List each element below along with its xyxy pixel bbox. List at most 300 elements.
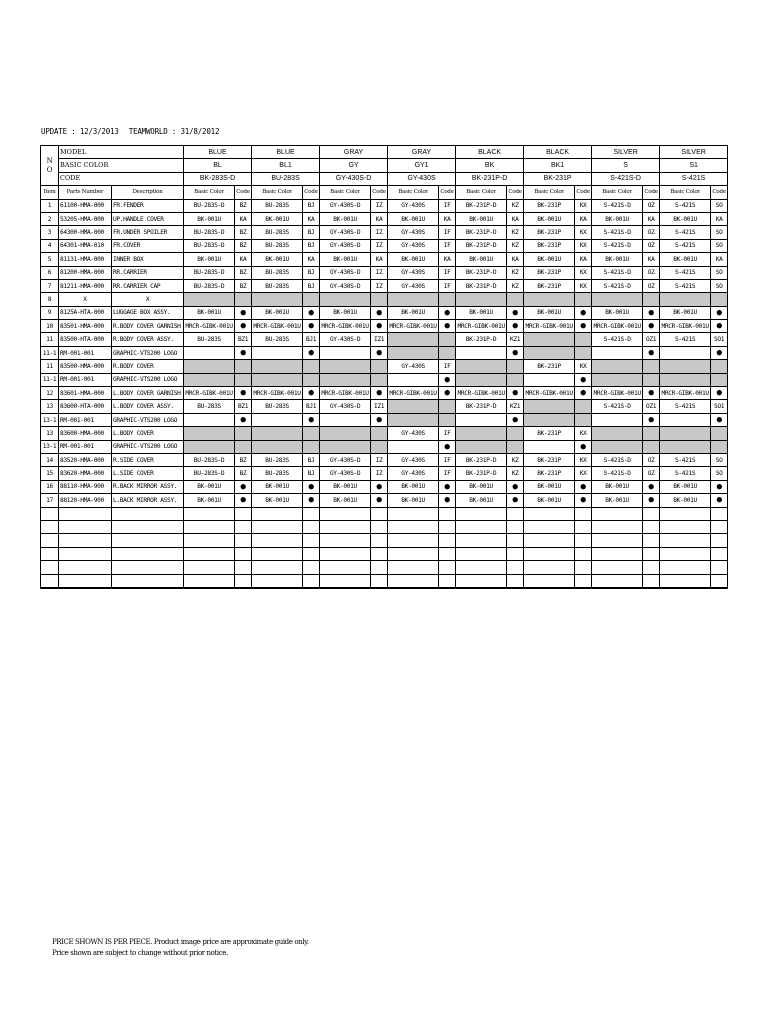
- empty-cell: [388, 547, 439, 560]
- included-dot: ●: [235, 346, 252, 359]
- empty-cell: [371, 561, 388, 574]
- color-code-cell: BZ: [235, 199, 252, 212]
- basic-color-cell: [592, 413, 643, 426]
- color-code-cell: [507, 293, 524, 306]
- part-number: 83601-HMA-000: [59, 387, 112, 400]
- basic-color-cell: S-421S: [660, 333, 711, 346]
- part-number: RM-001-001: [59, 413, 112, 426]
- included-dot: ●: [371, 306, 388, 319]
- basic-color-cell: BK-001U: [592, 494, 643, 507]
- color-code-cell: BJ: [303, 279, 320, 292]
- empty-cell: [371, 520, 388, 533]
- basic-color-cell: BU-283S-D: [184, 279, 235, 292]
- row-label-basic_color: BASIC COLOR: [59, 159, 184, 172]
- color-code-cell: OZ: [643, 239, 660, 252]
- group-model: BLACK: [456, 146, 524, 159]
- empty-row: [41, 534, 728, 547]
- basic-color-cell: BU-283S: [252, 239, 303, 252]
- color-code-cell: IF: [439, 266, 456, 279]
- included-dot: ●: [439, 373, 456, 386]
- basic-color-cell: BU-283S: [252, 266, 303, 279]
- description: L.BACK MIRROR ASSY.: [112, 494, 184, 507]
- empty-cell: [320, 507, 371, 520]
- basic-color-cell: S-421S: [660, 266, 711, 279]
- basic-color-cell: [592, 360, 643, 373]
- basic-color-cell: BK-001U: [660, 480, 711, 493]
- included-dot: ●: [439, 320, 456, 333]
- color-code-cell: KX: [575, 427, 592, 440]
- basic-color-cell: BK-001U: [660, 306, 711, 319]
- color-code-cell: KX: [575, 453, 592, 466]
- empty-cell: [575, 547, 592, 560]
- empty-cell: [439, 520, 456, 533]
- basic-color-cell: BK-001U: [388, 253, 439, 266]
- part-number: 83500-HTA-000: [59, 333, 112, 346]
- color-code-cell: KA: [371, 253, 388, 266]
- table-row: [41, 373, 728, 386]
- color-code-cell: KX: [575, 279, 592, 292]
- color-code-cell: KA: [303, 212, 320, 225]
- item-number: 16: [41, 480, 59, 493]
- color-code-cell: OZ: [643, 279, 660, 292]
- empty-cell: [303, 547, 320, 560]
- color-code-cell: [371, 360, 388, 373]
- basic-color-cell: [320, 373, 371, 386]
- included-dot: ●: [643, 346, 660, 359]
- empty-cell: [184, 547, 235, 560]
- color-code-cell: IF: [439, 279, 456, 292]
- basic-color-cell: S-421S-D: [592, 226, 643, 239]
- included-dot: ●: [711, 346, 728, 359]
- part-number: 88120-HMA-900: [59, 494, 112, 507]
- empty-cell: [59, 520, 112, 533]
- basic-color-cell: [388, 333, 439, 346]
- basic-color-cell: S-421S-D: [592, 453, 643, 466]
- color-code-cell: KA: [643, 253, 660, 266]
- description: L.BODY COVER ASSY.: [112, 400, 184, 413]
- col-header-item: Item: [41, 186, 59, 199]
- item-number: 2: [41, 212, 59, 225]
- empty-cell: [439, 507, 456, 520]
- empty-cell: [184, 534, 235, 547]
- included-dot: ●: [371, 413, 388, 426]
- col-header-basic-color: Basic Color: [660, 186, 711, 199]
- color-code-cell: [575, 333, 592, 346]
- color-code-cell: [643, 427, 660, 440]
- color-code-cell: KA: [439, 253, 456, 266]
- table-row: [41, 453, 728, 466]
- color-code-cell: BJ: [303, 453, 320, 466]
- group-code: BK-283S-D: [184, 172, 252, 185]
- part-number: 83500-HMA-000: [59, 360, 112, 373]
- color-code-cell: KX: [575, 467, 592, 480]
- basic-color-cell: BK-231P-D: [456, 400, 507, 413]
- empty-cell: [643, 507, 660, 520]
- group-basic: BL1: [252, 159, 320, 172]
- empty-cell: [59, 547, 112, 560]
- description: GRAPHIC-VTS200 LOGO: [112, 373, 184, 386]
- empty-cell: [320, 561, 371, 574]
- empty-cell: [643, 574, 660, 588]
- basic-color-cell: BK-001U: [320, 212, 371, 225]
- item-number: 11: [41, 360, 59, 373]
- basic-color-cell: BK-001U: [592, 306, 643, 319]
- empty-cell: [252, 561, 303, 574]
- color-code-cell: [643, 293, 660, 306]
- color-code-cell: OZ: [643, 226, 660, 239]
- no-label-n: N: [46, 156, 53, 165]
- description: L.BODY COVER GARNISH: [112, 387, 184, 400]
- basic-color-cell: BK-001U: [320, 253, 371, 266]
- color-code-cell: BJ: [303, 239, 320, 252]
- included-dot: ●: [711, 494, 728, 507]
- basic-color-cell: [456, 346, 507, 359]
- color-code-cell: IZ: [371, 453, 388, 466]
- group-basic: BK: [456, 159, 524, 172]
- color-code-cell: BZ: [235, 226, 252, 239]
- basic-color-cell: MRCR-GIBK-001U: [184, 387, 235, 400]
- included-dot: ●: [575, 320, 592, 333]
- empty-cell: [184, 574, 235, 588]
- color-code-cell: SO: [711, 239, 728, 252]
- basic-color-cell: BU-283S: [252, 199, 303, 212]
- col-header-basic-color: Basic Color: [184, 186, 235, 199]
- basic-color-cell: MRCR-GIBK-001U: [252, 320, 303, 333]
- col-header-code: Code: [371, 186, 388, 199]
- basic-color-cell: MRCR-GIBK-001U: [524, 387, 575, 400]
- description: UP.HANDLE COVER: [112, 212, 184, 225]
- basic-color-cell: BK-231P: [524, 266, 575, 279]
- color-code-cell: [643, 360, 660, 373]
- basic-color-cell: [660, 293, 711, 306]
- basic-color-cell: [524, 373, 575, 386]
- color-code-cell: KZ: [507, 266, 524, 279]
- empty-cell: [320, 547, 371, 560]
- basic-color-cell: BK-231P-D: [456, 239, 507, 252]
- item-number: 14: [41, 453, 59, 466]
- col-header-parts-number: Parts Number: [59, 186, 112, 199]
- group-basic: S: [592, 159, 660, 172]
- color-code-cell: SO1: [711, 333, 728, 346]
- table-row: [41, 346, 728, 359]
- basic-color-cell: [184, 346, 235, 359]
- basic-color-cell: GY-430S-D: [320, 453, 371, 466]
- description: FR.COVER: [112, 239, 184, 252]
- item-number: 4: [41, 239, 59, 252]
- included-dot: ●: [439, 494, 456, 507]
- basic-color-cell: BK-001U: [252, 480, 303, 493]
- basic-color-cell: MRCR-GIBK-001U: [456, 320, 507, 333]
- description: FR.FENDER: [112, 199, 184, 212]
- group-model: BLACK: [524, 146, 592, 159]
- included-dot: ●: [575, 440, 592, 453]
- color-code-cell: OZ1: [643, 333, 660, 346]
- basic-color-cell: BK-001U: [320, 306, 371, 319]
- included-dot: ●: [507, 320, 524, 333]
- empty-cell: [303, 561, 320, 574]
- basic-color-cell: BK-231P: [524, 427, 575, 440]
- empty-cell: [388, 574, 439, 588]
- color-code-cell: IF: [439, 239, 456, 252]
- color-code-cell: [439, 293, 456, 306]
- color-code-cell: KZ: [507, 453, 524, 466]
- included-dot: ●: [439, 306, 456, 319]
- basic-color-cell: BK-001U: [184, 253, 235, 266]
- color-code-cell: [235, 373, 252, 386]
- empty-cell: [575, 561, 592, 574]
- empty-cell: [112, 574, 184, 588]
- color-code-cell: [439, 413, 456, 426]
- header-row-basic_color: [41, 159, 728, 172]
- col-header-code: Code: [235, 186, 252, 199]
- empty-cell: [303, 507, 320, 520]
- table-row: [41, 320, 728, 333]
- basic-color-cell: [320, 427, 371, 440]
- part-number: 88110-HMA-900: [59, 480, 112, 493]
- item-number: 11-1: [41, 346, 59, 359]
- basic-color-cell: [456, 373, 507, 386]
- basic-color-cell: BK-001U: [456, 494, 507, 507]
- item-number: 3: [41, 226, 59, 239]
- col-header-basic-color: Basic Color: [524, 186, 575, 199]
- basic-color-cell: BU-283S-D: [184, 199, 235, 212]
- included-dot: ●: [575, 494, 592, 507]
- empty-cell: [439, 561, 456, 574]
- group-code: BK-231P-D: [456, 172, 524, 185]
- basic-color-cell: [388, 413, 439, 426]
- basic-color-cell: [388, 293, 439, 306]
- item-number: 12: [41, 387, 59, 400]
- item-number: 13-1: [41, 413, 59, 426]
- color-code-cell: IF: [439, 199, 456, 212]
- item-number: 11: [41, 333, 59, 346]
- included-dot: ●: [303, 306, 320, 319]
- description: R.BACK MIRROR ASSY.: [112, 480, 184, 493]
- col-header-code: Code: [439, 186, 456, 199]
- description: LUGGAGE BOX ASSY.: [112, 306, 184, 319]
- basic-color-cell: GY-430S: [388, 226, 439, 239]
- included-dot: ●: [235, 413, 252, 426]
- empty-cell: [507, 534, 524, 547]
- group-code: S-421S: [660, 172, 728, 185]
- color-code-cell: [303, 427, 320, 440]
- col-header-basic-color: Basic Color: [388, 186, 439, 199]
- basic-color-cell: [524, 440, 575, 453]
- basic-color-cell: MRCR-GIBK-001U: [456, 387, 507, 400]
- color-code-cell: IF: [439, 360, 456, 373]
- empty-cell: [252, 574, 303, 588]
- basic-color-cell: BK-231P-D: [456, 226, 507, 239]
- color-code-cell: KX: [575, 199, 592, 212]
- basic-color-cell: S-421S-D: [592, 239, 643, 252]
- basic-color-cell: GY-430S: [388, 199, 439, 212]
- description: FR.UNDER SPOILER: [112, 226, 184, 239]
- basic-color-cell: [320, 440, 371, 453]
- color-code-cell: IZ: [371, 199, 388, 212]
- item-number: 9: [41, 306, 59, 319]
- empty-cell: [439, 534, 456, 547]
- empty-cell: [592, 520, 643, 533]
- group-code: BK-231P: [524, 172, 592, 185]
- basic-color-cell: S-421S-D: [592, 333, 643, 346]
- empty-cell: [507, 520, 524, 533]
- empty-cell: [59, 561, 112, 574]
- empty-row: [41, 574, 728, 588]
- table-row: [41, 427, 728, 440]
- empty-cell: [59, 574, 112, 588]
- basic-color-cell: S-421S: [660, 226, 711, 239]
- empty-cell: [235, 507, 252, 520]
- empty-cell: [320, 534, 371, 547]
- color-code-cell: [371, 427, 388, 440]
- footer-line-2: Price shown are subject to change without prior notice.: [52, 949, 228, 957]
- basic-color-cell: BU-283S: [252, 400, 303, 413]
- empty-cell: [524, 507, 575, 520]
- empty-cell: [112, 520, 184, 533]
- basic-color-cell: BK-001U: [524, 480, 575, 493]
- basic-color-cell: BK-231P: [524, 453, 575, 466]
- empty-cell: [303, 534, 320, 547]
- empty-cell: [524, 561, 575, 574]
- color-code-cell: OZ1: [643, 400, 660, 413]
- color-code-cell: [439, 346, 456, 359]
- group-basic: BK1: [524, 159, 592, 172]
- color-code-cell: [507, 373, 524, 386]
- color-code-cell: BJ: [303, 226, 320, 239]
- color-code-cell: [439, 400, 456, 413]
- included-dot: ●: [575, 387, 592, 400]
- empty-cell: [41, 520, 59, 533]
- empty-cell: [252, 534, 303, 547]
- col-header-basic-color: Basic Color: [456, 186, 507, 199]
- basic-color-cell: [524, 293, 575, 306]
- empty-cell: [507, 507, 524, 520]
- empty-cell: [711, 561, 728, 574]
- empty-cell: [371, 547, 388, 560]
- basic-color-cell: [660, 413, 711, 426]
- basic-color-cell: BK-001U: [456, 253, 507, 266]
- basic-color-cell: MRCR-GIBK-001U: [388, 387, 439, 400]
- empty-cell: [59, 507, 112, 520]
- color-code-cell: [711, 440, 728, 453]
- included-dot: ●: [507, 494, 524, 507]
- basic-color-cell: BK-001U: [252, 494, 303, 507]
- empty-cell: [303, 520, 320, 533]
- included-dot: ●: [303, 494, 320, 507]
- group-model: SILVER: [592, 146, 660, 159]
- part-number: 83501-HMA-000: [59, 320, 112, 333]
- empty-cell: [320, 574, 371, 588]
- description: RR.CARRIER CAP: [112, 279, 184, 292]
- basic-color-cell: MRCR-GIBK-001U: [320, 320, 371, 333]
- empty-cell: [371, 574, 388, 588]
- part-number: 61100-HMA-000: [59, 199, 112, 212]
- table-row: [41, 494, 728, 507]
- basic-color-cell: S-421S-D: [592, 266, 643, 279]
- table-row: [41, 306, 728, 319]
- basic-color-cell: MRCR-GIBK-001U: [592, 320, 643, 333]
- basic-color-cell: [456, 440, 507, 453]
- empty-cell: [643, 561, 660, 574]
- empty-cell: [660, 520, 711, 533]
- color-code-cell: SO: [711, 226, 728, 239]
- group-model: GRAY: [320, 146, 388, 159]
- empty-cell: [643, 547, 660, 560]
- color-code-cell: [711, 360, 728, 373]
- basic-color-cell: BK-001U: [388, 494, 439, 507]
- item-number: 7: [41, 279, 59, 292]
- basic-color-cell: BK-001U: [456, 212, 507, 225]
- included-dot: ●: [643, 320, 660, 333]
- update-line: [41, 127, 219, 136]
- part-number: 81131-HMA-000: [59, 253, 112, 266]
- part-number: 81211-HMA-000: [59, 279, 112, 292]
- basic-color-cell: BK-001U: [388, 306, 439, 319]
- basic-color-cell: S-421S: [660, 279, 711, 292]
- basic-color-cell: [592, 373, 643, 386]
- color-code-cell: SO1: [711, 400, 728, 413]
- color-code-cell: BJ1: [303, 400, 320, 413]
- group-basic: GY: [320, 159, 388, 172]
- color-code-cell: [711, 293, 728, 306]
- empty-cell: [592, 534, 643, 547]
- basic-color-cell: [252, 427, 303, 440]
- footer-line-1: PRICE SHOWN IS PER PIECE. Product image price are approximate guide only.: [52, 938, 309, 946]
- basic-color-cell: S-421S-D: [592, 279, 643, 292]
- included-dot: ●: [643, 306, 660, 319]
- included-dot: ●: [507, 480, 524, 493]
- color-code-cell: IZ1: [371, 400, 388, 413]
- color-code-cell: [507, 360, 524, 373]
- item-number: 17: [41, 494, 59, 507]
- basic-color-cell: GY-430S: [388, 279, 439, 292]
- included-dot: ●: [711, 320, 728, 333]
- empty-row: [41, 561, 728, 574]
- color-code-cell: IZ1: [371, 333, 388, 346]
- empty-cell: [112, 507, 184, 520]
- table-row: [41, 199, 728, 212]
- included-dot: ●: [507, 346, 524, 359]
- basic-color-cell: BU-283S-D: [184, 239, 235, 252]
- color-code-cell: [371, 440, 388, 453]
- color-code-cell: KA: [711, 212, 728, 225]
- description: L.BODY COVER: [112, 427, 184, 440]
- color-code-cell: KX: [575, 266, 592, 279]
- color-code-cell: BZ: [235, 467, 252, 480]
- color-code-cell: BJ: [303, 266, 320, 279]
- empty-cell: [303, 574, 320, 588]
- item-number: 6: [41, 266, 59, 279]
- empty-cell: [711, 534, 728, 547]
- basic-color-cell: [456, 413, 507, 426]
- empty-cell: [252, 547, 303, 560]
- included-dot: ●: [575, 373, 592, 386]
- basic-color-cell: BK-001U: [184, 306, 235, 319]
- color-code-cell: [711, 427, 728, 440]
- col-header-code: Code: [643, 186, 660, 199]
- basic-color-cell: [660, 373, 711, 386]
- basic-color-cell: MRCR-GIBK-001U: [524, 320, 575, 333]
- empty-cell: [456, 574, 507, 588]
- included-dot: ●: [371, 494, 388, 507]
- table-row: [41, 360, 728, 373]
- empty-cell: [235, 574, 252, 588]
- color-code-cell: [371, 293, 388, 306]
- color-code-cell: KA: [371, 212, 388, 225]
- color-code-cell: [235, 427, 252, 440]
- empty-cell: [235, 547, 252, 560]
- part-number: 53205-HMA-000: [59, 212, 112, 225]
